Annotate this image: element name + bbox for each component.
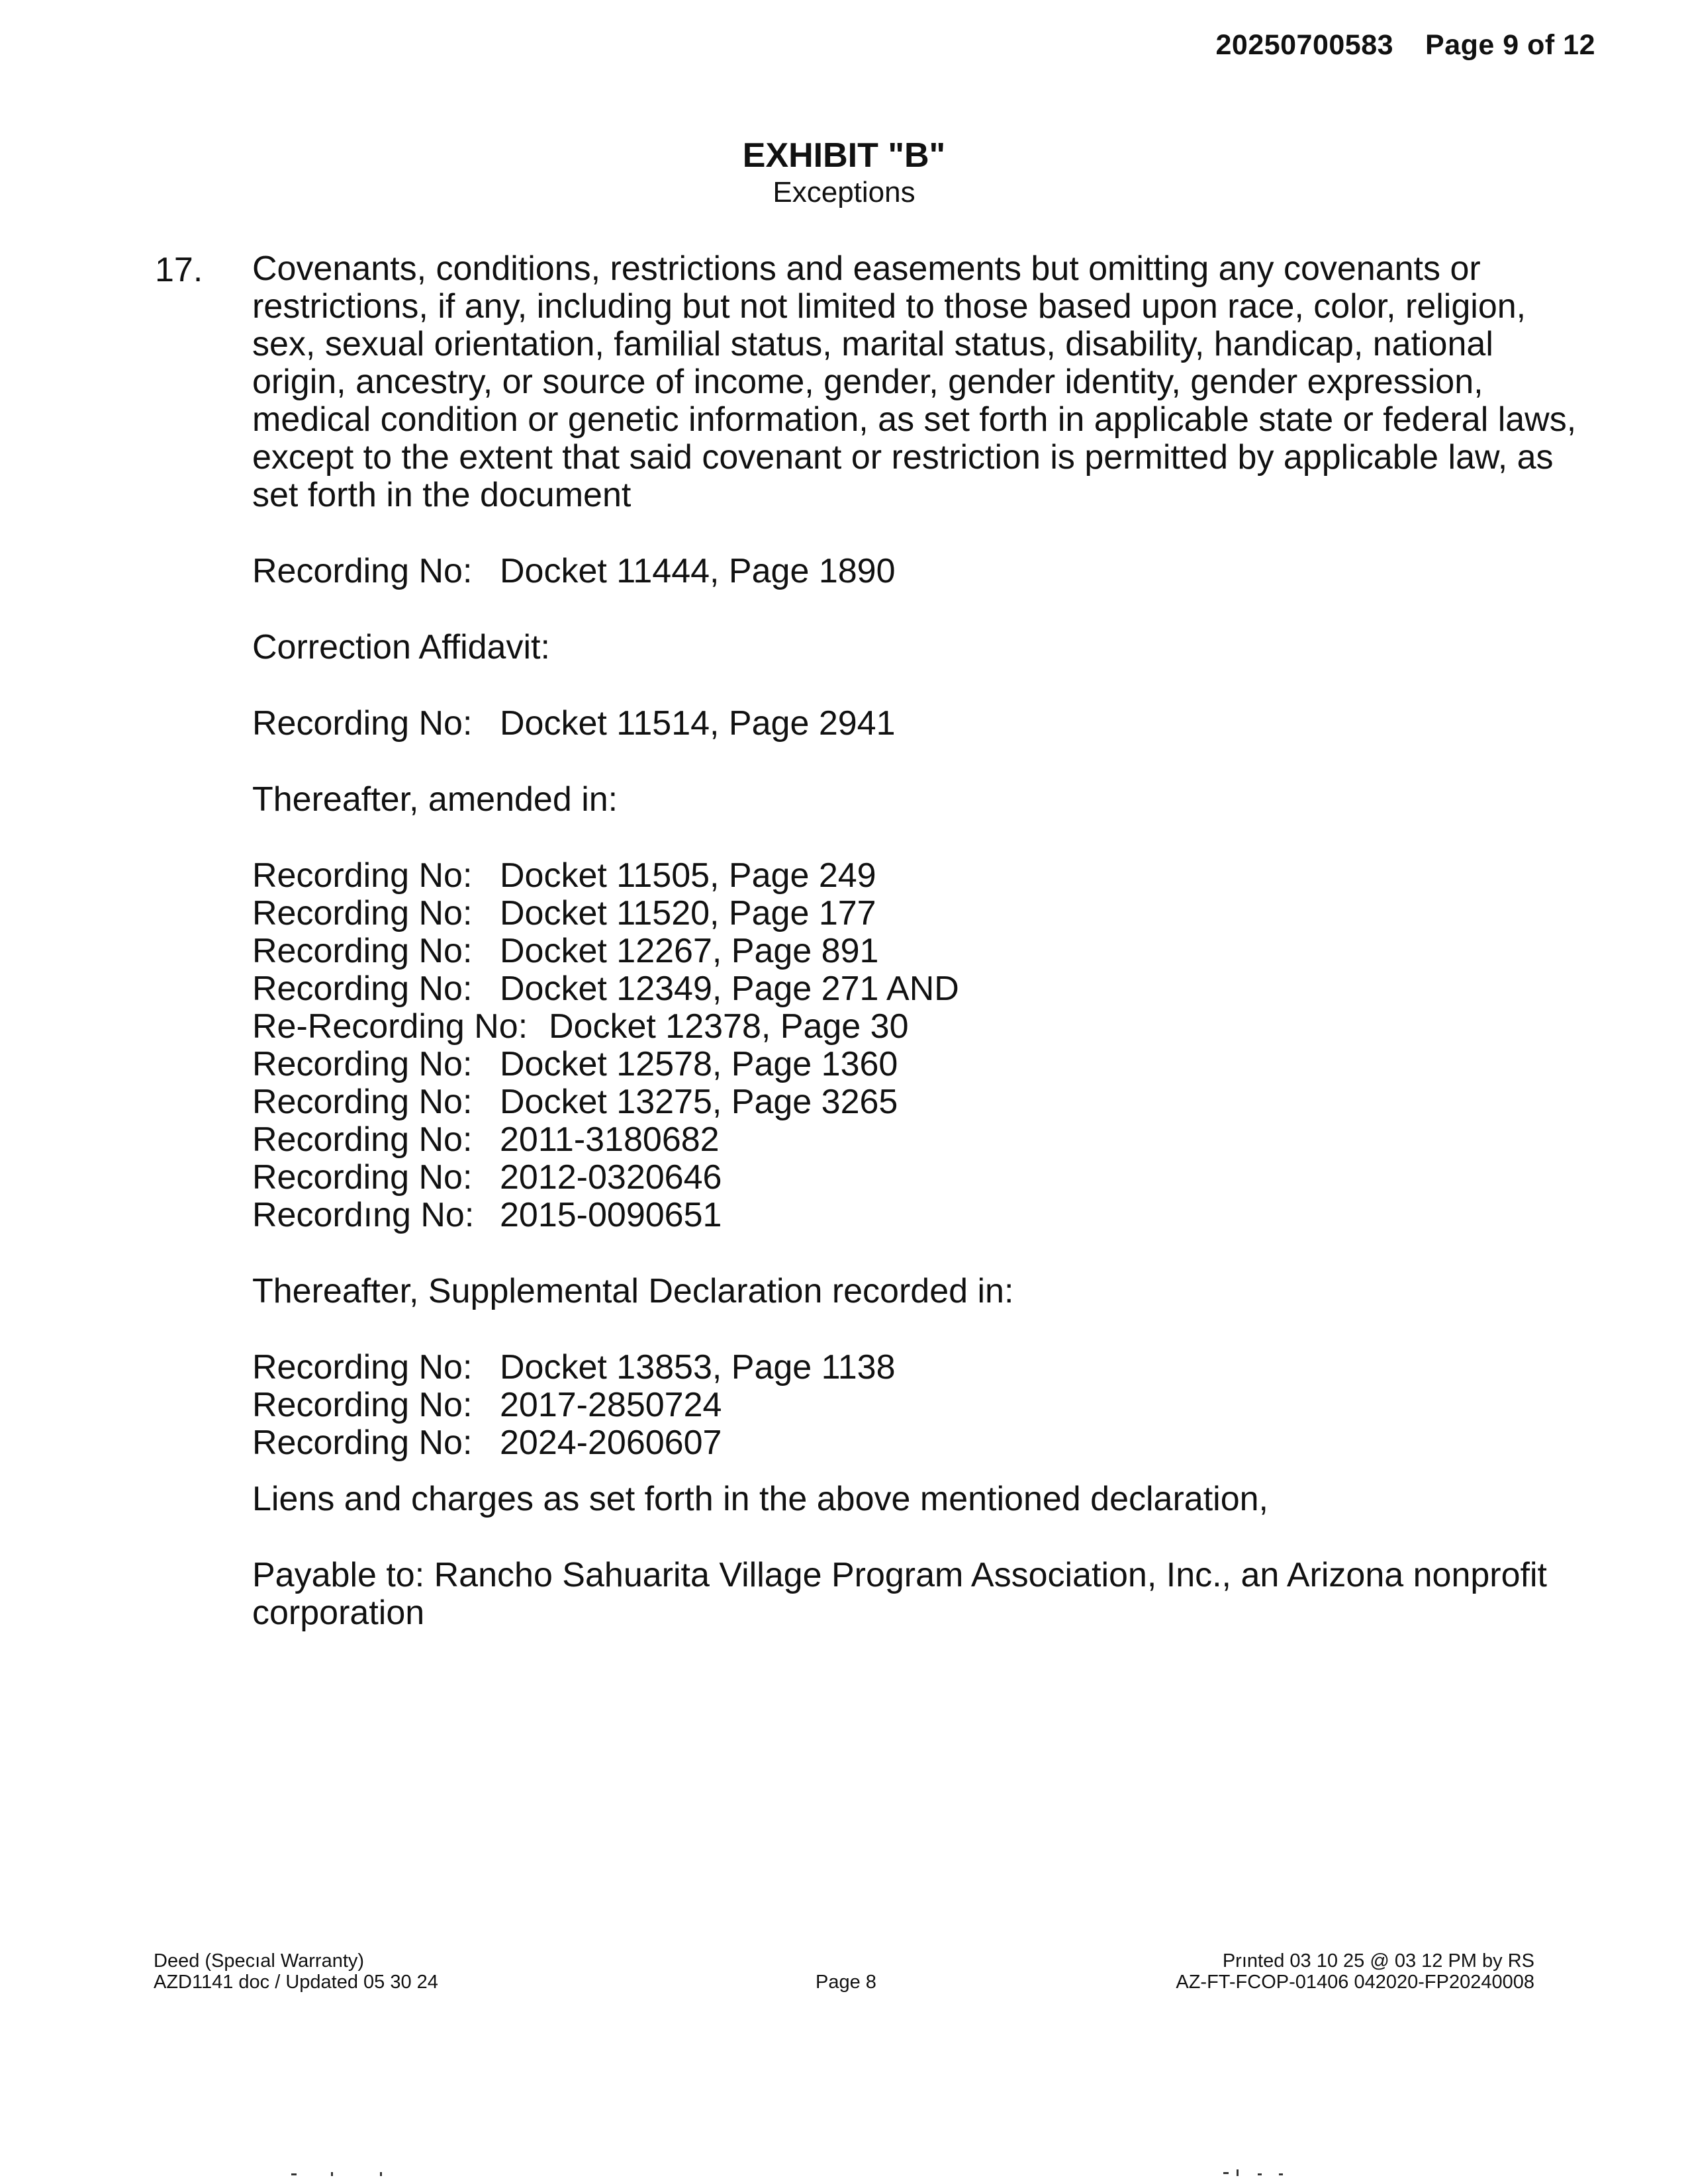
page-count: Page 9 of 12 — [1425, 29, 1595, 61]
scan-artifact — [1279, 2173, 1283, 2175]
recording-entry — [252, 895, 1576, 933]
recording-value: 2012-0320646 — [500, 1158, 722, 1197]
recording-value: Docket 12378, Page 30 — [549, 1007, 909, 1046]
footer-printed-info: Prınted 03 10 25 @ 03 12 PM by RS — [1222, 1950, 1534, 1972]
scan-artifact — [291, 2173, 297, 2175]
recording-entry — [252, 857, 1576, 895]
document-number: 20250700583 — [1215, 29, 1394, 61]
recording-label: Recordıng No: — [252, 1196, 475, 1234]
recording-label: Recording No: — [252, 1424, 473, 1462]
footer-document-type: Deed (Specıal Warranty) — [154, 1950, 365, 1972]
rerecording-label: Re-Recording No: — [252, 1007, 528, 1046]
exception-paragraph — [252, 250, 1576, 514]
footer-form-code: AZ-FT-FCOP-01406 042020-FP20240008 — [1176, 1972, 1534, 1993]
recording-entry — [252, 553, 1576, 590]
exception-number: 17. — [155, 251, 203, 289]
recording-value: Docket 12267, Page 891 — [500, 932, 879, 970]
recording-label: Recording No: — [252, 932, 473, 970]
recording-value: Docket 12578, Page 1360 — [500, 1045, 898, 1083]
recording-entry — [252, 1387, 1576, 1424]
recording-value: 2024-2060607 — [500, 1424, 722, 1462]
footer-right — [1176, 1950, 1534, 1993]
payable-to-line: corporation — [252, 1594, 425, 1632]
scan-artifact — [1223, 2172, 1229, 2174]
recording-value: Docket 11444, Page 1890 — [500, 552, 896, 590]
paragraph-line: restrictions, if any, including but not limited to those based upon race, color, religion, — [252, 287, 1526, 326]
recording-entry — [252, 1046, 1576, 1083]
recording-entry — [252, 933, 1576, 970]
scan-artifact — [331, 2172, 333, 2176]
recording-label: Recording No: — [252, 1083, 473, 1121]
recording-value: 2017-2850724 — [500, 1386, 722, 1424]
scan-artifact — [1258, 2173, 1262, 2175]
payable-to-line: Payable to: Rancho Sahuarita Village Program Association, Inc., an Arizona nonprofit — [252, 1556, 1547, 1594]
recording-entry — [252, 1197, 1576, 1234]
exhibit-subtitle: Exceptions — [773, 176, 915, 208]
recording-entry — [252, 1121, 1576, 1159]
recording-entry — [252, 705, 1576, 743]
recording-value: 2011-3180682 — [500, 1120, 720, 1159]
document-header — [1215, 29, 1595, 62]
recording-entry — [252, 970, 1576, 1008]
recording-label: Recording No: — [252, 970, 473, 1008]
recording-value: Docket 11514, Page 2941 — [500, 704, 896, 743]
recording-entry — [252, 1008, 1576, 1046]
recording-label: Recording No: — [252, 704, 473, 743]
paragraph-line: sex, sexual orientation, familial status, marital status, disability, handicap, national — [252, 325, 1493, 363]
recording-label: Recording No: — [252, 1348, 473, 1387]
paragraph-line: origin, ancestry, or source of income, gender, gender identity, gender expression, — [252, 363, 1483, 401]
recording-label: Recording No: — [252, 1120, 473, 1159]
recording-label: Recording No: — [252, 552, 473, 590]
scan-artifact — [380, 2172, 382, 2176]
recording-entry — [252, 1083, 1576, 1121]
supplemental-heading: Thereafter, Supplemental Declaration recorded in: — [252, 1272, 1014, 1310]
footer-page-number: Page 8 — [816, 1972, 876, 1993]
recording-entry — [252, 1159, 1576, 1197]
recording-value: Docket 13853, Page 1138 — [500, 1348, 896, 1387]
recording-label: Recording No: — [252, 1045, 473, 1083]
exception-body — [252, 250, 1576, 1632]
recording-label: Recording No: — [252, 856, 473, 895]
footer-left — [154, 1950, 438, 1993]
scan-artifact — [1237, 2169, 1239, 2176]
recording-value: 2015-0090651 — [500, 1196, 722, 1234]
recording-entry — [252, 1424, 1576, 1462]
paragraph-line: medical condition or genetic information, as set forth in applicable state or federal laws, — [252, 400, 1577, 439]
exhibit-title: EXHIBIT "B" — [742, 136, 946, 175]
recording-value: Docket 11520, Page 177 — [500, 894, 876, 933]
recording-value: Docket 12349, Page 271 AND — [500, 970, 959, 1008]
recording-value: Docket 11505, Page 249 — [500, 856, 876, 895]
amended-heading: Thereafter, amended in: — [252, 780, 618, 819]
liens-text: Liens and charges as set forth in the above mentioned declaration, — [252, 1480, 1268, 1518]
recording-entry — [252, 1349, 1576, 1387]
recording-label: Recording No: — [252, 1386, 473, 1424]
paragraph-line: set forth in the document — [252, 476, 632, 514]
footer-form-id: AZD1141 doc / Updated 05 30 24 — [154, 1972, 438, 1993]
recording-label: Recording No: — [252, 1158, 473, 1197]
recording-value: Docket 13275, Page 3265 — [500, 1083, 898, 1121]
supplemental-recording-list — [252, 1349, 1576, 1462]
recording-label: Recording No: — [252, 894, 473, 933]
paragraph-line: except to the extent that said covenant or restriction is permitted by applicable law, as — [252, 438, 1554, 477]
correction-heading: Correction Affidavit: — [252, 628, 550, 666]
paragraph-line: Covenants, conditions, restrictions and easements but omitting any covenants or — [252, 250, 1481, 288]
amended-recording-list — [252, 857, 1576, 1234]
